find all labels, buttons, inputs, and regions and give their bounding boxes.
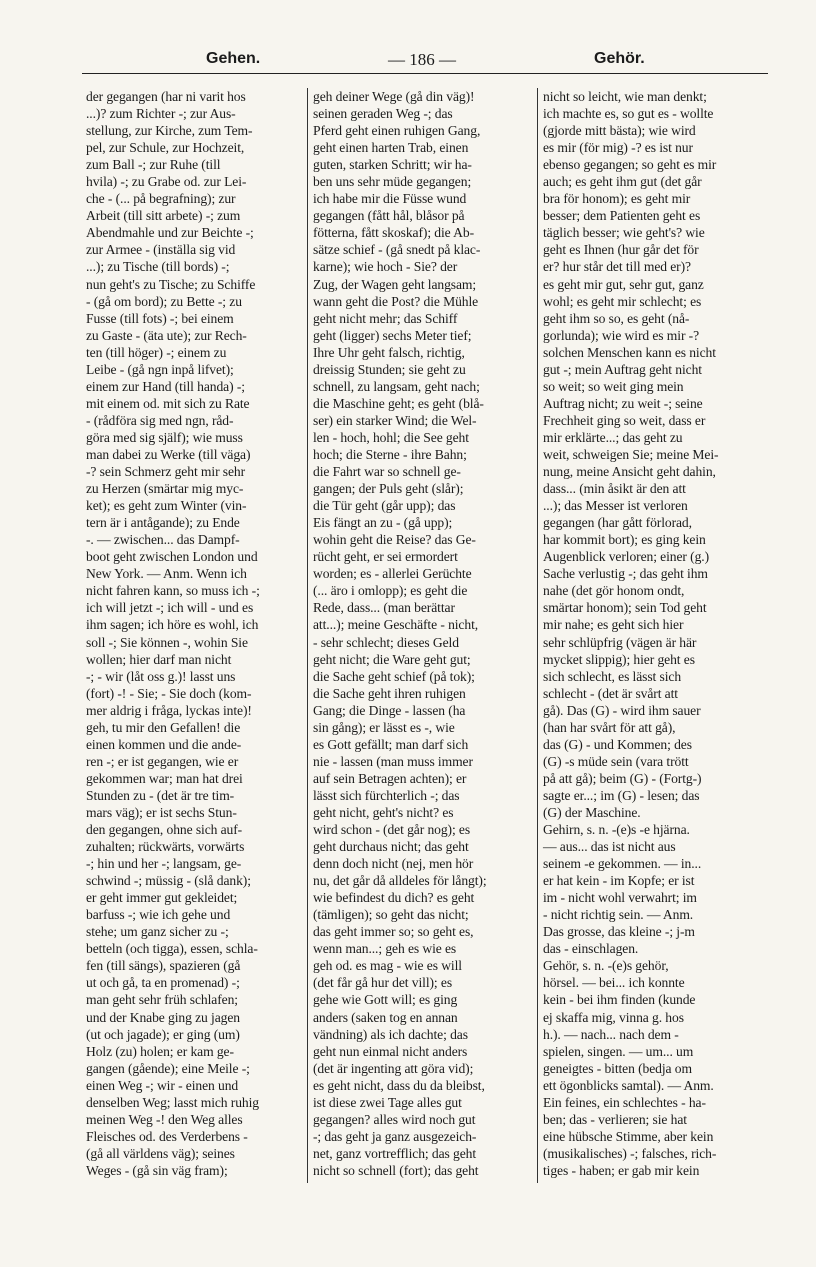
text-line: Ihre Uhr geht falsch, richtig, [313, 344, 465, 360]
text-line: wird schon - (det går nog); es [313, 822, 471, 838]
text-line: so weit; so weit ging mein [543, 378, 684, 394]
text-line: bra för honom); es geht mir [543, 191, 691, 207]
text-line: geh od. es mag - wie es will [313, 958, 462, 974]
text-line: einen Weg -; wir - einen und [86, 1077, 239, 1093]
text-line: hörsel. — bei... ich konnte [543, 975, 685, 991]
text-line: solchen Menschen kann es nicht [543, 344, 716, 360]
text-line: denn doch nicht (nej, men hör [313, 856, 474, 872]
text-line: barfuss -; wie ich gehe und [86, 907, 231, 923]
text-line: (tämligen); so geht das nicht; [313, 907, 469, 923]
text-line: boot geht zwischen London und [86, 549, 258, 565]
text-line: tiges - haben; er gab mir kein [543, 1162, 700, 1178]
text-line: sehr schlüpfrig (vägen är här [543, 634, 697, 650]
text-line: Rede, dass... (man berättar [313, 600, 455, 616]
text-line: ej skaffa mig, vinna g. hos [543, 1009, 684, 1025]
text-line: che - (... på begrafning); zur [86, 191, 236, 207]
text-line: sätze schief - (gå snedt på klac- [313, 242, 481, 258]
text-line: (fort) -! - Sie; - Sie doch (kom- [86, 685, 252, 701]
text-line: gorlunda); wie wird es mir -? [543, 327, 700, 343]
text-line: anders (saken tog en annan [313, 1009, 458, 1025]
text-line: (det är ingenting att göra vid); [313, 1060, 474, 1076]
text-line: betteln (och tigga), essen, schla- [86, 941, 258, 957]
text-line: guten, starken Schritt; wir ha- [313, 157, 472, 173]
text-line: -; das geht ja ganz ausgezeich- [313, 1128, 477, 1144]
text-line: gekommen war; man hat drei [86, 770, 243, 786]
text-line: geneigtes - bitten (bedja om [543, 1060, 692, 1076]
column-divider [537, 88, 538, 1183]
text-line: es Gott gefällt; man darf sich [313, 736, 469, 752]
text-line: zu Herzen (smärtar mig myc- [86, 481, 244, 497]
text-line: Weges - (gå sin väg fram); [86, 1162, 228, 1178]
text-line: auch; es geht ihm gut (det går [543, 174, 702, 190]
text-line: schwind -; müssig - (slå dank); [86, 873, 251, 889]
text-line: Zug, der Wagen geht langsam; [313, 276, 477, 292]
text-line: ...); das Messer ist verloren [543, 498, 688, 514]
text-line: nu, det går då alldeles för långt); [313, 873, 487, 889]
text-line: stehe; um ganz sicher zu -; [86, 924, 229, 940]
text-line: gegangen? alles wird noch gut [313, 1111, 476, 1127]
text-line: ist diese zwei Tage alles gut [313, 1094, 462, 1110]
text-line: pel, zur Schule, zur Hochzeit, [86, 140, 245, 156]
text-line: einen kommen und die ande- [86, 736, 242, 752]
text-line: Fleisches od. des Verderbens - [86, 1128, 248, 1144]
text-line: wollen; hier darf man nicht [86, 651, 232, 667]
text-line: (... äro i omlopp); es geht die [313, 583, 468, 599]
text-line: wie befindest du dich? es geht [313, 890, 475, 906]
text-line: nung, meine Ansicht geht dahin, [543, 464, 716, 480]
text-line: zu Gaste - (äta ute); zur Rech- [86, 327, 247, 343]
text-line: Fusse (till fots) -; bei einem [86, 310, 234, 326]
text-line: gegangen (fått hål, blåsor på [313, 208, 465, 224]
text-line: göra med sig själf); wie muss [86, 429, 243, 445]
text-line: nie - lassen (man muss immer [313, 753, 473, 769]
text-line: gangen; der Puls geht (slår); [313, 481, 464, 497]
text-line: zuhalten; rückwärts, vorwärts [86, 839, 245, 855]
text-line: gegangen (har gått förlorad, [543, 515, 692, 531]
text-line: schlecht - (det är svårt att [543, 685, 678, 701]
text-line: ben uns sehr müde gegangen; [313, 174, 472, 190]
text-line: das (G) - und Kommen; des [543, 736, 692, 752]
text-line: nahe (det gör honom ondt, [543, 583, 685, 599]
text-line: gangen (gående); eine Meile -; [86, 1060, 250, 1076]
text-line: hvila) -; zu Grabe od. zur Lei- [86, 174, 247, 190]
text-line: New York. — Anm. Wenn ich [86, 566, 247, 582]
text-line: att...); meine Geschäfte - nicht, [313, 617, 479, 633]
text-line: smärtar honom); sein Tod geht [543, 600, 707, 616]
text-line: geht einen harten Trab, einen [313, 140, 469, 156]
text-line: die Sache geht ihren ruhigen [313, 685, 466, 701]
text-line: sich schlecht, es lässt sich [543, 668, 682, 684]
text-line: (G) der Maschine. [543, 804, 641, 820]
text-line: nun geht's zu Tische; zu Schiffe [86, 276, 256, 292]
header-rule [82, 73, 768, 74]
text-line: Gang; die Dinge - lassen (ha [313, 702, 466, 718]
text-line: und der Knabe ging zu jagen [86, 1009, 240, 1025]
text-line: die Maschine geht; es geht (blå- [313, 395, 484, 411]
text-line: Auftrag nicht; zu weit -; seine [543, 395, 703, 411]
text-line: -? sein Schmerz geht mir sehr [86, 464, 246, 480]
text-line: er? hur står det till med er)? [543, 259, 691, 275]
text-line: h.). — nach... nach dem - [543, 1026, 679, 1042]
text-line: fen (till sängs), spazieren (gå [86, 958, 241, 974]
text-line: net, ganz vortrefflich; das geht [313, 1145, 477, 1161]
text-line: mir nahe; es geht sich hier [543, 617, 684, 633]
text-line: den gegangen, ohne sich auf- [86, 822, 243, 838]
text-line: im - nicht wohl verwahrt; im [543, 890, 697, 906]
text-line: Ein feines, ein schlechtes - ha- [543, 1094, 706, 1110]
text-column-left [86, 88, 306, 1179]
text-line: ich habe mir die Füsse wund [313, 191, 467, 207]
text-line: - sehr schlecht; dieses Geld [313, 634, 459, 650]
text-line: lässt sich fürchterlich -; das [313, 787, 460, 803]
text-line: nicht so leicht, wie man denkt; [543, 89, 707, 104]
text-line: die Tür geht (går upp); das [313, 498, 456, 514]
text-line: dreissig Stunden; sie geht zu [313, 361, 466, 377]
text-line: ten (till höger) -; einem zu [86, 344, 227, 360]
text-line: ben; das - verlieren; sie hat [543, 1111, 687, 1127]
text-line: wohl; es geht mir schlecht; es [543, 293, 702, 309]
text-line: einem zur Hand (till handa) -; [86, 378, 245, 394]
text-line: - (gå om bord); zu Bette -; zu [86, 293, 242, 309]
text-line: Gehirn, s. n. -(e)s -e hjärna. [543, 822, 690, 838]
text-line: sagte er...; im (G) - lesen; das [543, 787, 700, 803]
text-line: Sache verlustig -; das geht ihm [543, 566, 708, 582]
text-line: Leibe - (gå ngn inpå lifvet); [86, 361, 234, 377]
header-right-headword: Gehör. [594, 50, 645, 67]
text-line: Das grosse, das kleine -; j-m [543, 924, 695, 940]
text-line: Holz (zu) holen; er kam ge- [86, 1043, 234, 1059]
text-line: mycket slippig); hier geht es [543, 651, 695, 667]
text-line: er geht immer gut gekleidet; [86, 890, 238, 906]
page-number: — 186 — [388, 50, 456, 69]
text-line: Frechheit ging so weit, dass er [543, 412, 706, 428]
text-line: meinen Weg -! den Weg alles [86, 1111, 243, 1127]
text-line: geht (ligger) sechs Meter tief; [313, 327, 472, 343]
text-line: geht nun einmal nicht anders [313, 1043, 468, 1059]
text-line: — aus... das ist nicht aus [543, 839, 676, 855]
text-line: Stunden zu - (det är tre tim- [86, 787, 235, 803]
text-line: ebenso gegangen; so geht es mir [543, 157, 717, 173]
header-left-headword: Gehen. [206, 50, 261, 67]
text-line: die Fahrt war so schnell ge- [313, 464, 461, 480]
text-line: Eis fängt an zu - (gå upp); [313, 515, 453, 531]
text-line: er hat kein - im Kopfe; er ist [543, 873, 695, 889]
text-line: -. — zwischen... das Dampf- [86, 532, 240, 548]
text-line: Abendmahle und zur Beichte -; [86, 225, 254, 241]
text-line: man dabei zu Werke (till väga) [86, 446, 251, 462]
text-line: dass... (min åsikt är den att [543, 481, 686, 497]
text-line: zum Ball -; zur Ruhe (till [86, 157, 221, 173]
text-line: spielen, singen. — um... um [543, 1043, 694, 1059]
text-line: soll -; Sie können -, wohin Sie [86, 634, 248, 650]
text-line: die Sache geht schief (på tok); [313, 668, 475, 684]
text-line: har kommit bort); es ging kein [543, 532, 706, 548]
text-line: (ut och jagade); er ging (um) [86, 1026, 240, 1042]
text-line: schnell, zu langsam, geht nach; [313, 378, 480, 394]
text-line: (det får gå hur det vill); es [313, 975, 453, 991]
text-line: - nicht richtig sein. — Anm. [543, 907, 694, 923]
text-column-middle [313, 88, 534, 1179]
text-line: geh deiner Wege (gå din väg)! [313, 89, 475, 104]
text-line: man geht sehr früh schlafen; [86, 992, 238, 1008]
text-line: ut och gå, ta en promenad) -; [86, 975, 240, 991]
column-divider [307, 88, 308, 1183]
text-line: mars väg); er ist sechs Stun- [86, 804, 237, 820]
text-line: Pferd geht einen ruhigen Gang, [313, 123, 481, 139]
text-line: hoch; die Sterne - ihre Bahn; [313, 446, 467, 462]
text-line: ser) ein starker Wind; die Wel- [313, 412, 477, 428]
text-line: es geht mir gut, sehr gut, ganz [543, 276, 704, 292]
text-line: på att gå); beim (G) - (Fortg-) [543, 770, 702, 786]
text-line: gehe wie Gott will; es ging [313, 992, 458, 1008]
text-line: wenn man...; geh es wie es [313, 941, 457, 957]
text-line: das - einschlagen. [543, 941, 639, 957]
text-line: worden; es - allerlei Gerüchte [313, 566, 472, 582]
text-line: len - hoch, hohl; die See geht [313, 429, 469, 445]
text-line: seinem -e gekommen. — in... [543, 856, 702, 872]
text-column-right [543, 88, 765, 1179]
text-line: (han har svårt för att gå), [543, 719, 676, 735]
text-line: -; - wir (låt oss g.)! lasst uns [86, 668, 236, 684]
text-line: eine hübsche Stimme, aber kein [543, 1128, 714, 1144]
text-line: zur Armee - (inställa sig vid [86, 242, 236, 258]
text-line: stellung, zur Kirche, zum Tem- [86, 123, 253, 139]
text-line: wann geht die Post? die Mühle [313, 293, 479, 309]
text-line: das geht immer so; so geht es, [313, 924, 474, 940]
text-line: ich machte es, so gut es - wollte [543, 106, 714, 122]
text-line: - (rådföra sig med ngn, råd- [86, 412, 234, 428]
text-line: ...)? zum Richter -; zur Aus- [86, 106, 236, 122]
text-line: Augenblick verloren; einer (g.) [543, 549, 709, 565]
text-line: auf sein Betragen achten); er [313, 770, 467, 786]
text-line: Gehör, s. n. -(e)s gehör, [543, 958, 669, 974]
text-line: ket); es geht zum Winter (vin- [86, 498, 247, 514]
text-line: seinen geraden Weg -; das [313, 106, 453, 122]
text-line: rücht geht, er sei ermordert [313, 549, 458, 565]
text-line: mit einem od. mit sich zu Rate [86, 395, 250, 411]
text-line: kein - bei ihm finden (kunde [543, 992, 696, 1008]
text-line: mir erklärte...; das geht zu [543, 429, 683, 445]
text-line: geht nicht; die Ware geht gut; [313, 651, 471, 667]
text-line: sin gång); er lässt es -, wie [313, 719, 455, 735]
text-line: es geht nicht, dass du da bleibst, [313, 1077, 485, 1093]
text-line: geht durchaus nicht; das geht [313, 839, 469, 855]
text-line: (gå all världens väg); seines [86, 1145, 235, 1161]
text-line: gut -; mein Auftrag geht nicht [543, 361, 702, 377]
text-line: fötterna, fått skoskaf); die Ab- [313, 225, 475, 241]
text-line: mer aldrig i fråga, lyckas inte)! [86, 702, 252, 718]
text-line: ich will jetzt -; ich will - und es [86, 600, 254, 616]
text-line: wohin geht die Reise? das Ge- [313, 532, 476, 548]
text-line: ren -; er ist gegangen, wie er [86, 753, 239, 769]
text-line: weit, schweigen Sie; meine Mei- [543, 446, 719, 462]
text-line: karne); wie hoch - Sie? der [313, 259, 458, 275]
text-line: -; hin und her -; langsam, ge- [86, 856, 242, 872]
text-line: gå). Das (G) - wird ihm sauer [543, 702, 701, 718]
text-line: geht es Ihnen (hur går det för [543, 242, 699, 258]
text-line: (musikalisches) -; falsches, rich- [543, 1145, 717, 1161]
text-line: geh, tu mir den Gefallen! die [86, 719, 241, 735]
text-line: es mir (för mig) -? es ist nur [543, 140, 693, 156]
text-line: täglich besser; wie geht's? wie [543, 225, 705, 241]
text-line: (G) -s müde sein (vara trött [543, 753, 689, 769]
text-line: Arbeit (till sitt arbete) -; zum [86, 208, 241, 224]
text-line: (gjorde mitt bästa); wie wird [543, 123, 696, 139]
text-line: der gegangen (har ni varit hos [86, 89, 246, 104]
text-line: nicht fahren kann, so muss ich -; [86, 583, 260, 599]
text-line: geht ihm so so, es geht (nå- [543, 310, 690, 326]
text-line: geht nicht mehr; das Schiff [313, 310, 458, 326]
text-line: ihm sagen; ich höre es wohl, ich [86, 617, 259, 633]
text-line: ...); zu Tische (till bords) -; [86, 259, 230, 275]
text-line: ett ögonblicks samtal). — Anm. [543, 1077, 714, 1093]
text-line: nicht so schnell (fort); das geht [313, 1162, 479, 1178]
text-line: vändning) als ich dachte; das [313, 1026, 468, 1042]
text-line: denselben Weg; lasst mich ruhig [86, 1094, 259, 1110]
text-line: besser; dem Patienten geht es [543, 208, 701, 224]
text-line: tern är i antågande); zu Ende [86, 515, 240, 531]
text-line: geht nicht, geht's nicht? es [313, 804, 454, 820]
